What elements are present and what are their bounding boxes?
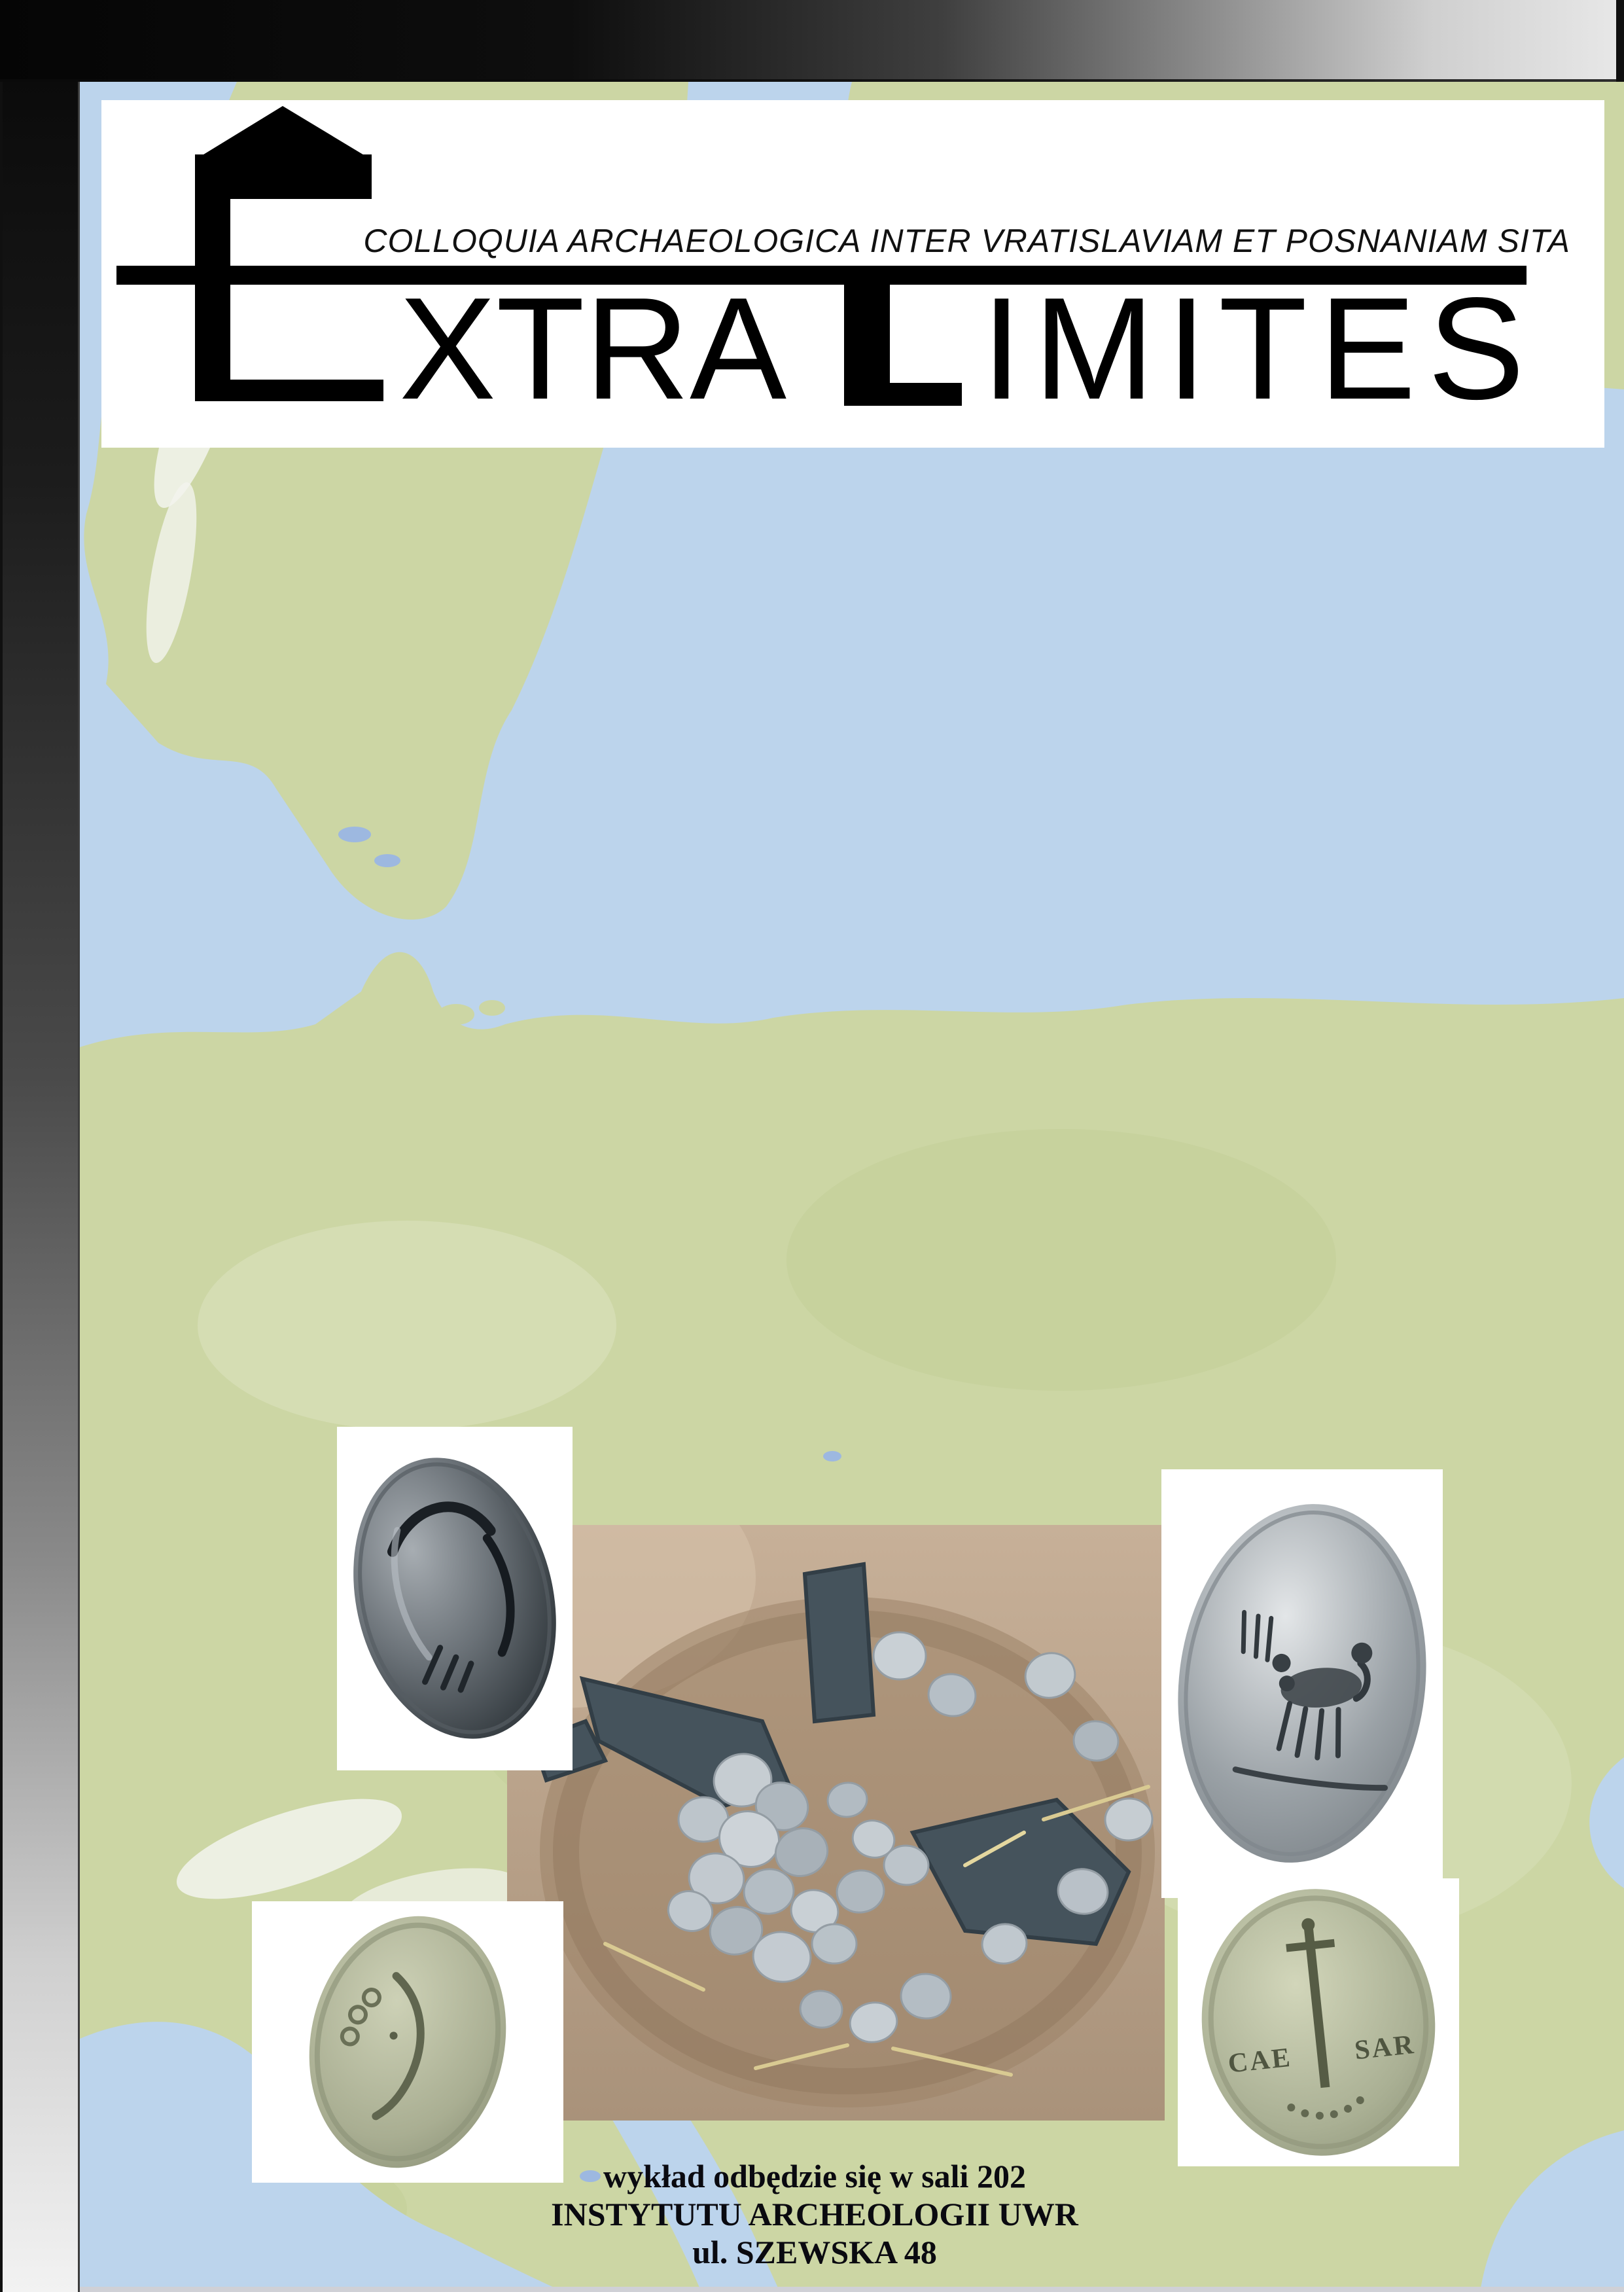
coin-image-bottom-right (1178, 1878, 1459, 2166)
coin-image-top-left (337, 1427, 573, 1770)
top-frame-strip (0, 0, 1624, 82)
venue-line-1: wykład odbędzie się w sali 202 (603, 2158, 1026, 2194)
bottom-edge-strip (0, 2287, 1624, 2292)
excavation-photo (507, 1525, 1165, 2121)
coin-horse-rider (1161, 1469, 1443, 1898)
top-frame-right-cap (1616, 0, 1624, 82)
logo-header-box (101, 100, 1604, 448)
coin-inscription-right: SAR (1352, 2029, 1417, 2066)
coin-image-bottom-left (252, 1901, 563, 2183)
brand-word-xtra: XTRA (399, 268, 787, 430)
coin-image-top-right (1161, 1469, 1443, 1898)
venue-line-3: ul. SZEWSKA 48 (692, 2234, 937, 2270)
venue-line-2: INSTYTUTU ARCHEOLOGII UWR (551, 2196, 1078, 2232)
coin-patina-head (252, 1901, 563, 2183)
left-frame-bar (0, 82, 80, 2292)
brand-word-imites: IMITES (981, 268, 1537, 430)
letter-l-foot (844, 383, 962, 406)
colloquia-subtitle: COLLOQUIA ARCHAEOLOGICA INTER VRATISLAVIAM ET POSNANIAM SITA (363, 223, 1570, 259)
coin-inscription-left: CAE (1226, 2042, 1294, 2079)
coin-helmeted-head (337, 1427, 573, 1770)
coin-caesar (1178, 1878, 1459, 2166)
